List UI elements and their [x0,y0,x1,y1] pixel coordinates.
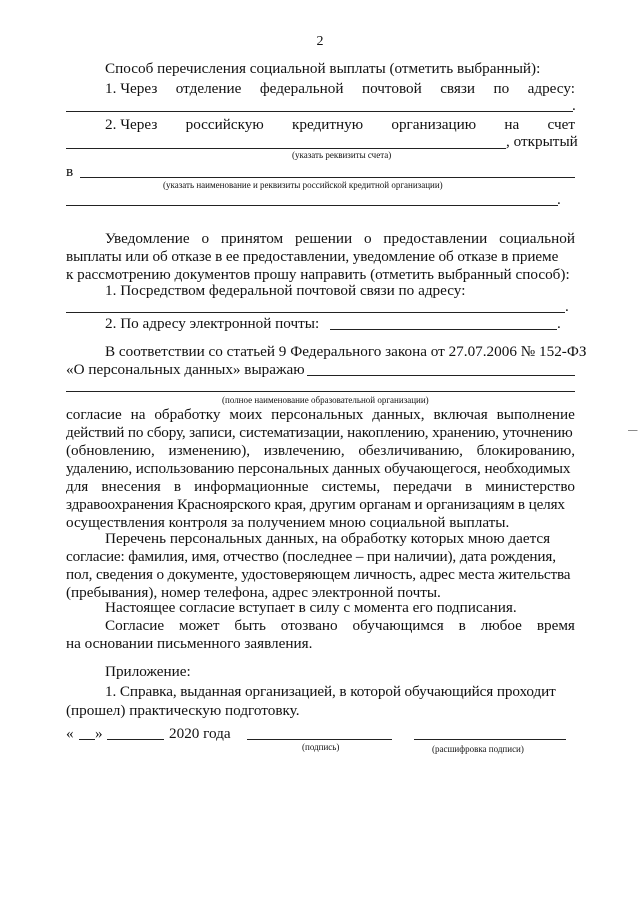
organization-line-2[interactable] [66,391,575,392]
data-list-line-3: пол, сведения о документе, удостоверяющем личность, адрес места жительства [66,566,571,583]
in-label: в [66,163,74,180]
appendix-item-line-1: 1. Справка, выданная организацией, в которой обучающийся проходит [105,683,556,700]
consent-body-line-4: удалению, использованию персональных данных обучающегося, необходимых [66,460,571,477]
caption-signature: (подпись) [302,742,340,752]
payment-title: Способ перечисления социальной выплаты (отметить выбранный): [105,60,541,77]
data-list-line-2: согласие: фамилия, имя, отчество (последнее – при наличии), дата рождения, [66,548,556,565]
date-open-quote: « [66,725,74,742]
margin-mark: | [627,429,639,432]
consent-revoke-line-2: на основании письменного заявления. [66,635,313,652]
notification-option-2: 2. По адресу электронной почты: [105,315,320,332]
notification-line-2: выплаты или об отказе в ее предоставлении, уведомление об отказе в приеме [66,248,559,265]
appendix-item-line-2: (прошел) практическую подготовку. [66,702,300,719]
address-line[interactable] [66,111,573,112]
consent-body-line-2: действий по сбору, записи, систематизации, накоплению, хранению, уточнению [66,424,573,441]
caption-account: (указать реквизиты счета) [292,150,392,160]
data-list-line-4: (пребывания), номер телефона, адрес электронной почты. [66,584,441,601]
notification-address-line[interactable] [66,312,565,313]
data-list-line-1: Перечень персональных данных, на обработку которых мною дается [105,530,551,547]
bank-name-line[interactable] [80,177,575,178]
notification-line-3: к рассмотрению документов прошу направить (отметить выбранный способ): [66,266,570,283]
payment-option-2: 2. Через российскую кредитную организацию на счет [105,116,575,133]
date-day-line[interactable] [79,739,95,740]
caption-bank: (указать наименование и реквизиты российской кредитной организации) [163,180,443,190]
signature-name-line[interactable] [414,739,566,740]
opened-label: , открытый [506,133,578,150]
notification-option-1: 1. Посредством федеральной почтовой связи по адресу: [105,282,466,299]
consent-line-2: «О персональных данных» выражаю [66,361,305,378]
bank-details-line[interactable] [66,205,558,206]
payment-option-1: 1. Через отделение федеральной почтовой связи по адресу: [105,80,575,97]
date-close-quote: » [95,725,103,742]
consent-body-line-3: (обновлению, изменению), извлечению, обезличиванию, блокированию, [66,442,575,459]
organization-line-1[interactable] [307,375,575,376]
caption-signature-name: (расшифровка подписи) [432,744,524,754]
consent-valid: Настоящее согласие вступает в силу с момента его подписания. [105,599,517,616]
caption-organization: (полное наименование образовательной организации) [222,395,429,405]
consent-body-line-7: осуществления контроля за получением мною социальной выплаты. [66,514,510,531]
page-number: 2 [316,34,324,49]
signature-line[interactable] [247,739,392,740]
account-number-line[interactable] [66,148,506,149]
consent-body-line-6: здравоохранения Красноярского края, другим органам и организациям в целях [66,496,565,513]
consent-body-line-5: для внесения в информационные системы, передачи в министерство [66,478,575,495]
date-month-line[interactable] [107,739,164,740]
consent-body-line-1: согласие на обработку моих персональных данных, включая выполнение [66,406,575,423]
consent-line-1: В соответствии со статьей 9 Федерального закона от 27.07.2006 № 152-ФЗ [105,343,587,360]
appendix-title: Приложение: [105,663,191,680]
notification-line-1: Уведомление о принятом решении о предоставлении социальной [105,230,575,247]
consent-revoke-line-1: Согласие может быть отозвано обучающимся в любое время [105,617,575,634]
date-year: 2020 года [169,725,231,742]
email-line[interactable] [330,329,557,330]
